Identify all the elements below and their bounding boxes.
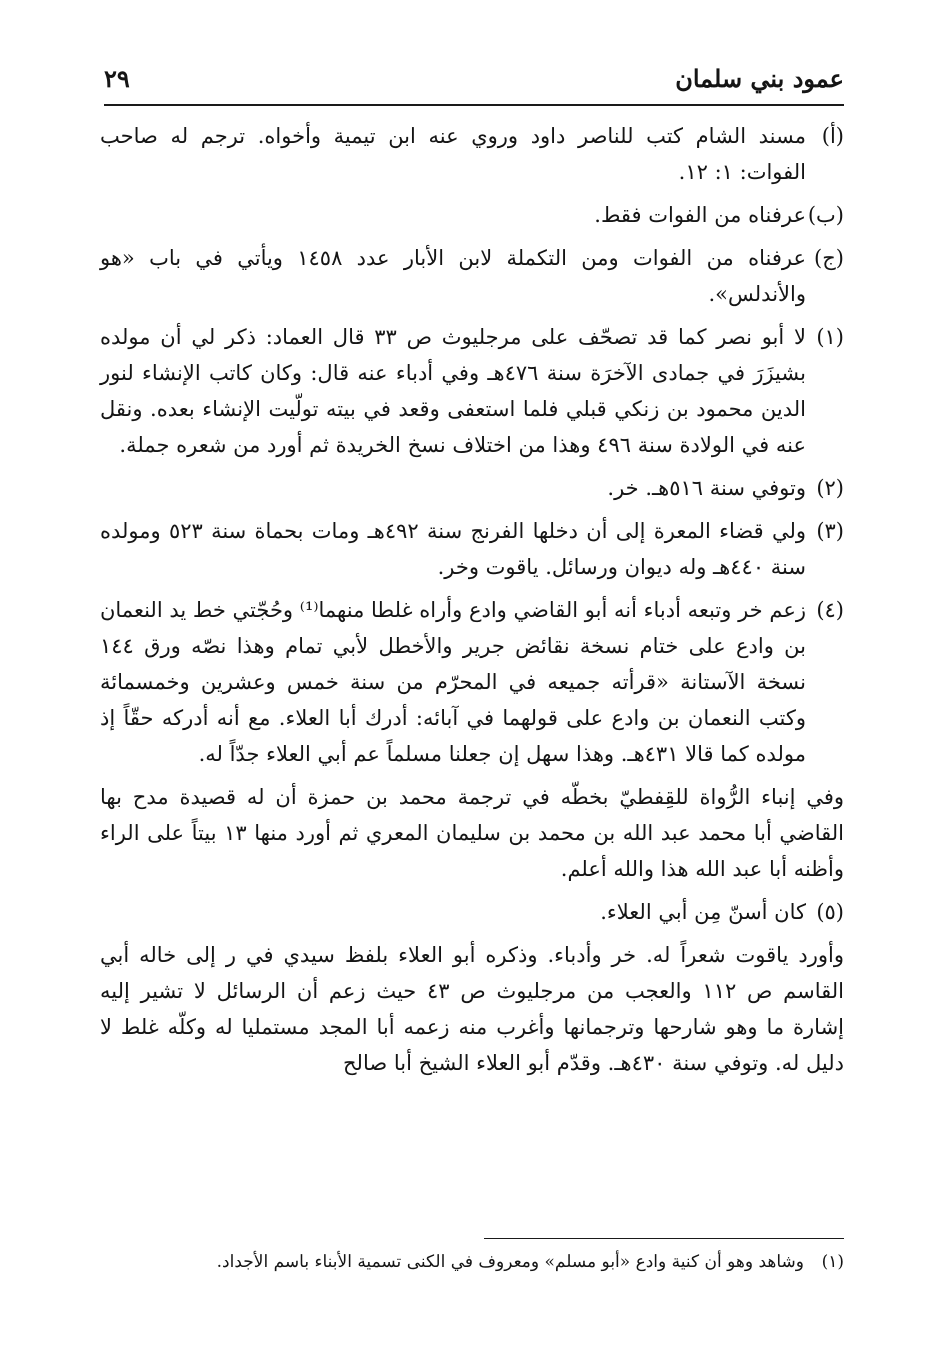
- note-marker: (٣): [816, 519, 844, 543]
- note-text: وتوفي سنة ٥١٦هـ. خر.: [607, 476, 806, 500]
- note-c: [100, 240, 844, 312]
- note-4: [100, 592, 844, 772]
- note-2: [100, 470, 844, 506]
- page-number: ٢٩: [104, 64, 130, 93]
- note-marker: (١): [816, 325, 844, 349]
- footnote-text: وشاهد وهو أن كنية وادع «أبو مسلم» ومعروف في الكنى تسمية الأبناء باسم الأجداد.: [216, 1252, 804, 1272]
- note-text: عرفناه من الفوات فقط.: [594, 203, 806, 227]
- note-a: [100, 118, 844, 190]
- note-3: [100, 513, 844, 585]
- running-title: عمود بني سلمان: [675, 64, 844, 93]
- note-text: زعم خر وتبعه أدباء أنه أبو القاضي وادع وأراه غلطا منهما⁽¹⁾ وحُجّتي خط يد النعمان بن وادع على ختام نسخة نقائض جرير والأخطل لأبي تمام وهذا نصّه ورق ١٤٤ نسخة الآستانة «قرأته جميعه في المحرّم من سنة خمس وعشرين وخمسمائة وكتب النعمان بن وادع على قولهما في آبائه: أدرك أبا العلاء. مع أنه أدركه حقّاً إذ مولده كما قالا ٤٣١هـ. وهذا سهل إن جعلنا مسلماً عم أبي العلاء جدّاً له.: [100, 598, 806, 766]
- note-text: لا أبو نصر كما قد تصحّف على مرجليوث ص ٣٣ قال العماد: ذكر لي أن مولده بشيزَرَ في جمادى الآخرَة سنة ٤٧٦هـ وفي أدباء عنه قال: وكان كاتب الإنشاء لنور الدين محمود بن زنكي قبلي فلما استعفى وقعد في بيته تولّيت الإنشاء بعده. ونقل عنه في الولادة سنة ٤٩٦ وهذا من اختلاف نسخ الخريدة ثم أورد من شعره جملة.: [100, 325, 806, 457]
- body-paragraph-yaqut: وأورد ياقوت شعراً له. خر وأدباء. وذكره أبو العلاء بلفظ سيدي في ر إلى خاله أبي القاسم ص ١١٢ والعجب من مرجليوث ص ٤٣ حيث زعم أن الرسائل لا تشير إليه إشارة ما وهو شارحها وترجمانها وأغرب منه زعمه أبا المجد مستمليا له وكلّه غلط لا دليل له. وتوفي سنة ٤٣٠هـ. وقدّم أبو العلاء الشيخ أبا صالح: [100, 943, 844, 1075]
- note-marker: (٢): [816, 476, 844, 500]
- note-text: مسند الشام كتب للناصر داود وروي عنه ابن تيمية وأخواه. ترجم له صاحب الفوات: ١: ١٢.: [100, 124, 806, 184]
- note-text: كان أسنّ مِن أبي العلاء.: [600, 900, 806, 924]
- note-text: ولي قضاء المعرة إلى أن دخلها الفرنج سنة ٤٩٢هـ ومات بحماة سنة ٥٢٣ ومولده سنة ٤٤٠هـ وله ديوان ورسائل. ياقوت وخر.: [100, 519, 806, 579]
- note-5: [100, 894, 844, 930]
- footnote: [100, 1248, 844, 1276]
- body-paragraph-inbah: وفي إنباء الرُّواة للقِفطيّ بخطّه في ترجمة محمد بن حمزة أن له قصيدة مدح بها القاضي أبا محمد عبد الله بن محمد بن سليمان المعري ثم أورد منها ١٣ بيتاً على الراء وأظنه أبا عبد الله هذا والله أعلم.: [100, 785, 844, 881]
- page-header: [104, 60, 844, 106]
- note-marker: (أ): [821, 124, 844, 148]
- note-marker: (٥): [816, 900, 844, 924]
- note-marker: (ج): [814, 246, 844, 270]
- footnote-divider: [484, 1238, 844, 1239]
- footnote-marker: (١): [821, 1252, 844, 1272]
- note-1: [100, 319, 844, 463]
- page-body: [100, 118, 844, 1088]
- note-text: عرفناه من الفوات ومن التكملة لابن الأبار عدد ١٤٥٨ ويأتي في باب «هو والأندلس».: [100, 246, 806, 306]
- note-marker: (ب): [807, 203, 844, 227]
- note-b: [100, 197, 844, 233]
- note-marker: (٤): [816, 598, 844, 622]
